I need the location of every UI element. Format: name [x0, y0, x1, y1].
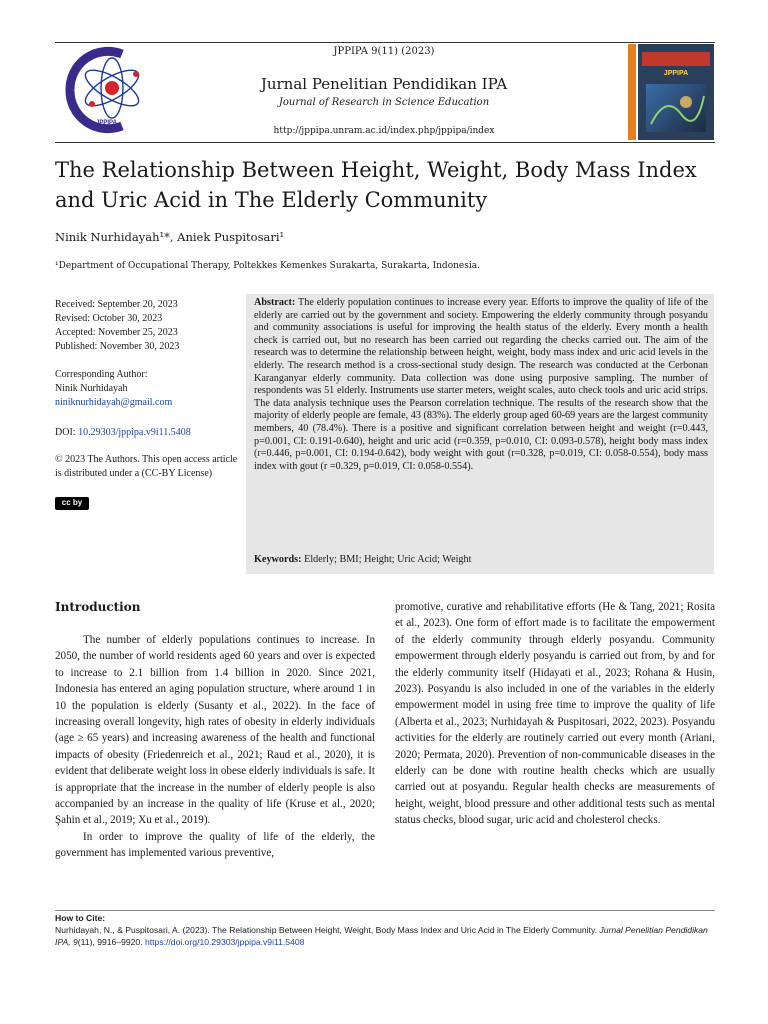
- cite-label: How to Cite:: [55, 913, 106, 923]
- cite-rest: (11), 9916–9920.: [77, 937, 145, 947]
- cc-by-badge[interactable]: [55, 497, 89, 510]
- cite-doi-link[interactable]: https://doi.org/10.29303/jppipa.v9i11.5408: [145, 937, 305, 947]
- corresponding-name: Ninik Nurhidayah: [55, 383, 128, 394]
- received-date: Received: September 20, 2023: [55, 299, 178, 310]
- revised-date: Revised: October 30, 2023: [55, 313, 163, 324]
- cite-text: [55, 924, 720, 948]
- cc-badge-text: cc by: [61, 498, 83, 507]
- intro-paragraph-3: promotive, curative and rehabilitative efforts (He & Tang, 2021; Rosita et al., 2023). One form of effort made is to facilitate the empowerment of the elderly community through elderly posyandu. Community empowerment through elderly posyandu is carried out from, by and for the elderly community itself (Hidayati et al., 2023; Rohana & Husin, 2023). Posyandu is also included in one of the variables in the elderly empowerment model in using free time to improve the quality of life (Alberta et al., 2023; Nurhidayah & Puspitosari, 2022, 2023). Posyandu activities for the elderly are routinely carried out every month (Ariani, 2020; Permata, 2020). Prevention of non-communicable diseases in the elderly can be done with routine health checks which are usually carried out at posyandu. Regular health checks are measurements of height, weight, blood pressure and other additional tests such as mental status checks, blood sugar, uric acid and cholesterol checks.: [395, 601, 715, 827]
- journal-title: Jurnal Penelitian Pendidikan IPA: [260, 75, 508, 93]
- article-title: The Relationship Between Height, Weight, Body Mass Index and Uric Acid in The Elderly Community: [55, 158, 697, 212]
- license-text: © 2023 The Authors. This open access article is distributed under a (CC-BY License): [55, 454, 238, 479]
- doi-line: [55, 426, 245, 440]
- corresponding-label: Corresponding Author:: [55, 369, 148, 380]
- abstract-body: The elderly population continues to increase every year. Efforts to improve the quality of life of the elderly are carried out by the government and society. Empowering the elderly community through posyandu and community associations is useful for improving the health status of the elderly. Every month a health check is carried out, but no research has been carried out regarding the checks carried out. The aim of the research was to determine the relationship between height, weight, body mass index and uric acid levels in the elderly. The research method is a cross-sectional study design. The research was conducted at the Cerbonan Karanganyar elderly community. Data collection was done using purposive sampling. The number of respondents was 51 elderly. Instruments use starter meters, weight scales, auto check tools and uric acid strips. The data analysis technique uses the Pearson correlation technique. The results of the research show that the majority of elderly people are female, 43 (83%). The elderly group aged 60-69 years are the largest community members, 40 (78.4%). There is a positive and significant correlation between height and weight (r=0.443, p=0.001, CI: 0.191-0.640), height and uric acid (r=0.359, p=0.010, CI: 0.093-0.578), height body mass index (r=0.446, p=0.001, CI: 0.194-0.642), body weight with gout (r=0.328, p=0.019, CI: 0.058-0.554), body mass index with gout (r =0.329, p=0.019, CI: 0.058-0.554).: [254, 297, 708, 472]
- abstract-text: [254, 297, 708, 473]
- article-authors: Ninik Nurhidayah¹*, Aniek Puspitosari¹: [55, 230, 285, 244]
- cite-line1: Nurhidayah, N., & Puspitosari, A. (2023). The Relationship Between Height, Weight, Body Mass Index and Uric Acid in The Elderly Community.: [55, 925, 597, 935]
- doi-link[interactable]: 10.29303/jppipa.v9i11.5408: [78, 427, 191, 438]
- corresponding-email[interactable]: niniknurhidayah@gmail.com: [55, 397, 173, 408]
- how-to-cite: [55, 912, 720, 948]
- cover-text: JPPIPA: [663, 70, 689, 77]
- accepted-date: Accepted: November 25, 2023: [55, 327, 178, 338]
- introduction-heading: Introduction: [55, 600, 141, 614]
- abstract-label: Abstract:: [254, 297, 296, 308]
- abstract-box: [246, 294, 714, 574]
- journal-url[interactable]: http://jppipa.unram.ac.id/index.php/jppipa/index: [273, 126, 495, 136]
- keywords-box: [246, 548, 714, 574]
- keywords-label: Keywords:: [254, 554, 302, 565]
- corresponding-author: [55, 368, 245, 410]
- intro-paragraph-1: The number of elderly populations continues to increase. In 2050, the number of world residents aged 60 years and over is expected to increase to 2.1 billion from 1.4 billion in 2020. Since 2021, Indonesia has entered an aging population structure, where around 1 in 10 the population is elderly (Susanty et al., 2022). In the face of increasing overall longevity, high rates of obesity in elderly individuals (age ≥ 65 years) and increasing awareness of the health and functional impacts of obesity (Friedenreich et al., 2021; Raud et al., 2020), it is evident that deliberate weight loss in obese elderly individuals is safe. It is appropriate that the increase in the number of elderly people is also accompanied by an increase in the quality of life (Kruse et al., 2020; Şahin et al., 2019; Xu et al., 2019).: [55, 634, 375, 827]
- journal-subtitle: Journal of Research in Science Education: [278, 97, 490, 108]
- right-column: [395, 599, 715, 829]
- keywords-line: [254, 554, 471, 565]
- keywords-list: Elderly; BMI; Height; Uric Acid; Weight: [301, 554, 472, 565]
- cite-journal: Jurnal Penelitian Pendidikan IPA, 9: [55, 925, 708, 947]
- intro-paragraph-2: In order to improve the quality of life of the elderly, the government has implemented various preventive,: [55, 830, 375, 860]
- article-affiliation: ¹Department of Occupational Therapy, Poltekkes Kemenkes Surakarta, Surakarta, Indonesia.: [55, 261, 480, 271]
- journal-cover-image: [628, 44, 714, 140]
- doi-label: DOI:: [55, 427, 79, 438]
- journal-volume: JPPIPA 9(11) (2023): [333, 46, 435, 57]
- logo-text: JPPIPA: [96, 120, 117, 126]
- article-dates: [55, 298, 245, 354]
- published-date: Published: November 30, 2023: [55, 341, 180, 352]
- left-column: [55, 632, 375, 862]
